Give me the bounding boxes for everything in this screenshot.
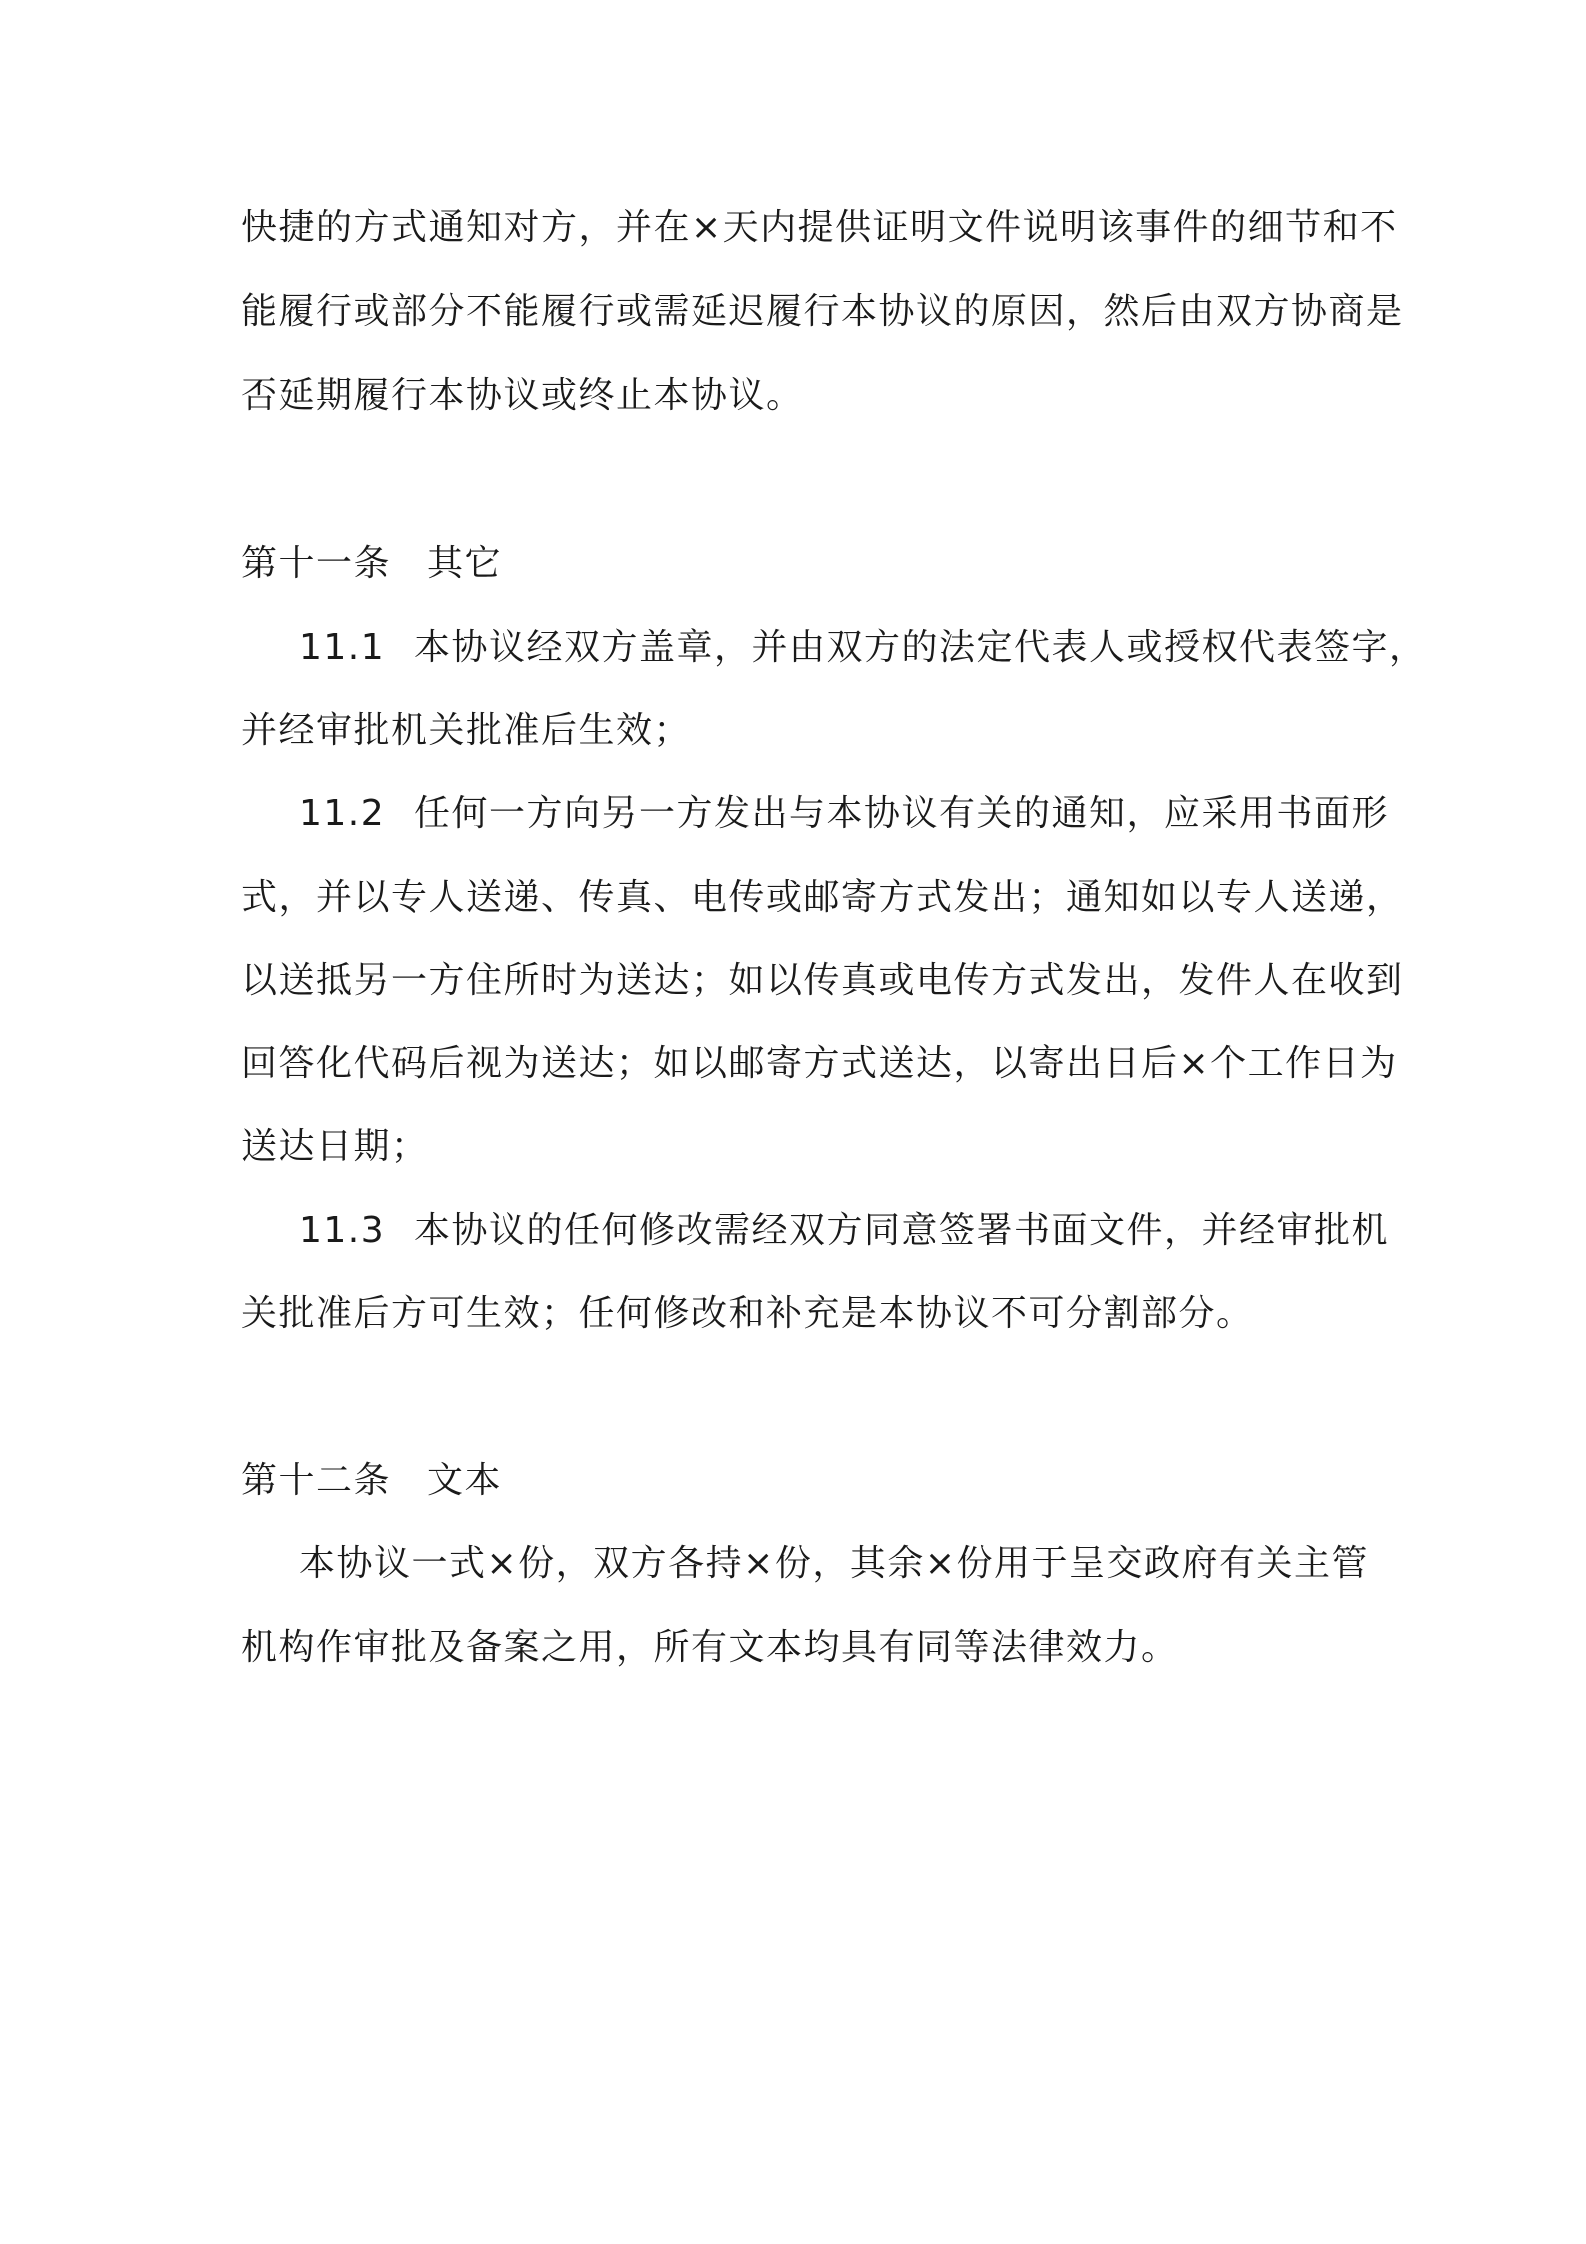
clause-text: 本协议的任何修改需经双方同意签署书面文件，并经审批机 [414, 1210, 1390, 1251]
paragraph-line: 本协议一式×份，双方各持×份，其余×份用于呈交政府有关主管 [299, 1543, 1369, 1584]
clause-text: 任何一方向另一方发出与本协议有关的通知，应采用书面形 [414, 793, 1390, 834]
clause-line [299, 624, 1427, 672]
clause-text: 本协议经双方盖章，并由双方的法定代表人或授权代表签字， [414, 627, 1427, 668]
clause-number: 11.1 [299, 627, 386, 668]
paragraph-line: 否延期履行本协议或终止本协议。 [241, 375, 804, 416]
clause-number: 11.3 [299, 1210, 386, 1251]
clause-line: 式，并以专人送递、传真、电传或邮寄方式发出；通知如以专人送递， [241, 877, 1404, 918]
article-title: 文本 [427, 1460, 503, 1501]
article-heading [241, 1457, 502, 1505]
clause-number: 11.2 [299, 793, 386, 834]
article-heading [241, 540, 502, 588]
clause-line: 并经审批机关批准后生效； [241, 710, 692, 751]
paragraph-line: 机构作审批及备案之用，所有文本均具有同等法律效力。 [241, 1627, 1179, 1668]
paragraph-line: 快捷的方式通知对方，并在×天内提供证明文件说明该事件的细节和不 [241, 207, 1398, 248]
article-title: 其它 [427, 543, 503, 584]
clause-line: 送达日期； [241, 1126, 429, 1167]
paragraph-line: 能履行或部分不能履行或需延迟履行本协议的原因，然后由双方协商是 [241, 291, 1404, 332]
article-number: 第十二条 [241, 1460, 392, 1501]
clause-line: 以送抵另一方住所时为送达；如以传真或电传方式发出，发件人在收到 [241, 960, 1404, 1001]
clause-line [299, 790, 1389, 838]
article-number: 第十一条 [241, 543, 392, 584]
clause-line: 关批准后方可生效；任何修改和补充是本协议不可分割部分。 [241, 1293, 1254, 1334]
clause-line: 回答化代码后视为送达；如以邮寄方式送达，以寄出日后×个工作日为 [241, 1043, 1398, 1084]
clause-line [299, 1207, 1389, 1255]
